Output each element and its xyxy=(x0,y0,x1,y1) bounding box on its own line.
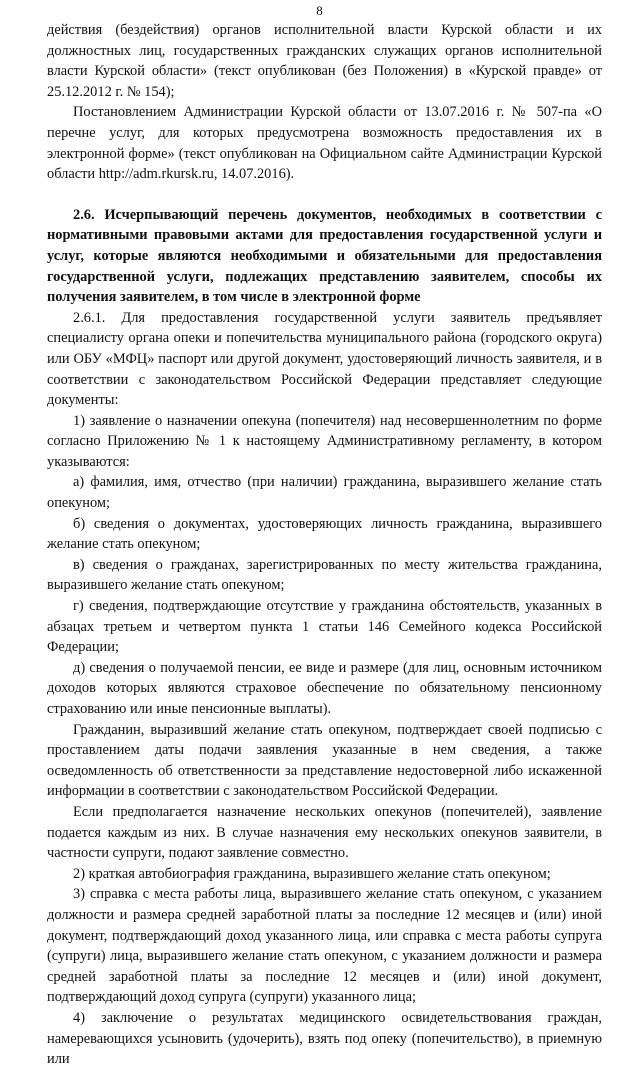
page-number: 8 xyxy=(316,3,323,18)
document-body xyxy=(47,20,602,1070)
paragraph: 4) заключение о результатах медицинского освидетельствования граждан, намеревающихся усыновить (удочерить), взять под опеку (попечительство), в приемную или xyxy=(47,1009,602,1068)
paragraph: б) сведения о документах, удостоверяющих личность гражданина, выразившего желание стать опекуном; xyxy=(47,515,602,553)
paragraph: г) сведения, подтверждающие отсутствие у гражданина обстоятельств, указанных в абзацах третьем и четвертом пункта 1 статьи 146 Семейного кодекса Российской Федерации; xyxy=(47,598,602,656)
paragraph: 1) заявление о назначении опекуна (попечителя) над несовершеннолетним по форме согласно Приложению № 1 к настоящему Административному регламенту, в котором указываются: xyxy=(47,412,602,470)
paragraph: Если предполагается назначение нескольких опекунов (попечителей), заявление подается каждым из них. В случае назначения ему нескольких опекунов заявители, в частности супруги, подают заявление совместно. xyxy=(47,803,602,862)
paragraph: действия (бездействия) органов исполнительной власти Курской области и их должностных лиц, государственных гражданских служащих органов исполнительной власти Курской области» (текст опубликован (без Положения) в «Курской правде» от 25.12.2012 г. № 154); xyxy=(47,22,602,100)
paragraph: а) фамилия, имя, отчество (при наличии) гражданина, выразившего желание стать опекуном; xyxy=(47,474,602,512)
paragraph: Гражданин, выразивший желание стать опекуном, подтверждает своей подписью с проставлением даты подачи заявления указанные в нем сведения, а также осведомленность об ответственности за представление недостоверной либо искаженной информации в соответствии с законодательством Российской Федерации. xyxy=(47,721,602,800)
section-heading: 2.6. Исчерпывающий перечень документов, необходимых в соответствии с нормативными правовыми актами для предоставления государственной услуги и услуг, которые являются необходимыми и обязательными для предоставления государственной услуги, подлежащих представлению заявителем, способы их получения заявителем, в том числе в электронной форме xyxy=(47,206,602,306)
paragraph: Постановлением Администрации Курской области от 13.07.2016 г. № 507-па «О перечне услуг, для которых предусмотрена возможность предоставления их в электронной форме» (текст опубликован на Официальном сайте Администрации Курской области http://adm.rkursk.ru, 14.07.2016). xyxy=(47,104,602,183)
paragraph: 3) справка с места работы лица, выразившего желание стать опекуном, с указанием должности и размера средней заработной платы за последние 12 месяцев и (или) иной документ, подтверждающий доход указанного лица, или справка с места работы супруга (супруги) лица, выразившего желание стать опекуном, с указанием должности и размера средней заработной платы за последние 12 месяцев и (или) иной документ, подтверждающий доход супруга (супруги) указанного лица; xyxy=(47,886,602,1006)
paragraph: в) сведения о гражданах, зарегистрированных по месту жительства гражданина, выразившего желание стать опекуном; xyxy=(47,556,602,594)
paragraph: 2.6.1. Для предоставления государственной услуги заявитель предъявляет специалисту органа опеки и попечительства муниципального района (городского округа) или ОБУ «МФЦ» паспорт или другой документ, удостоверяющий личность заявителя, и в соответствии с законодательством Российской Федерации представляет следующие документы: xyxy=(47,309,602,409)
paragraph: д) сведения о получаемой пенсии, ее виде и размере (для лиц, основным источником доходов которых являются страховое обеспечение по обязательному пенсионному страхованию или иные пенсионные выплаты). xyxy=(47,659,602,717)
paragraph: 2) краткая автобиография гражданина, выразившего желание стать опекуном; xyxy=(73,865,551,882)
